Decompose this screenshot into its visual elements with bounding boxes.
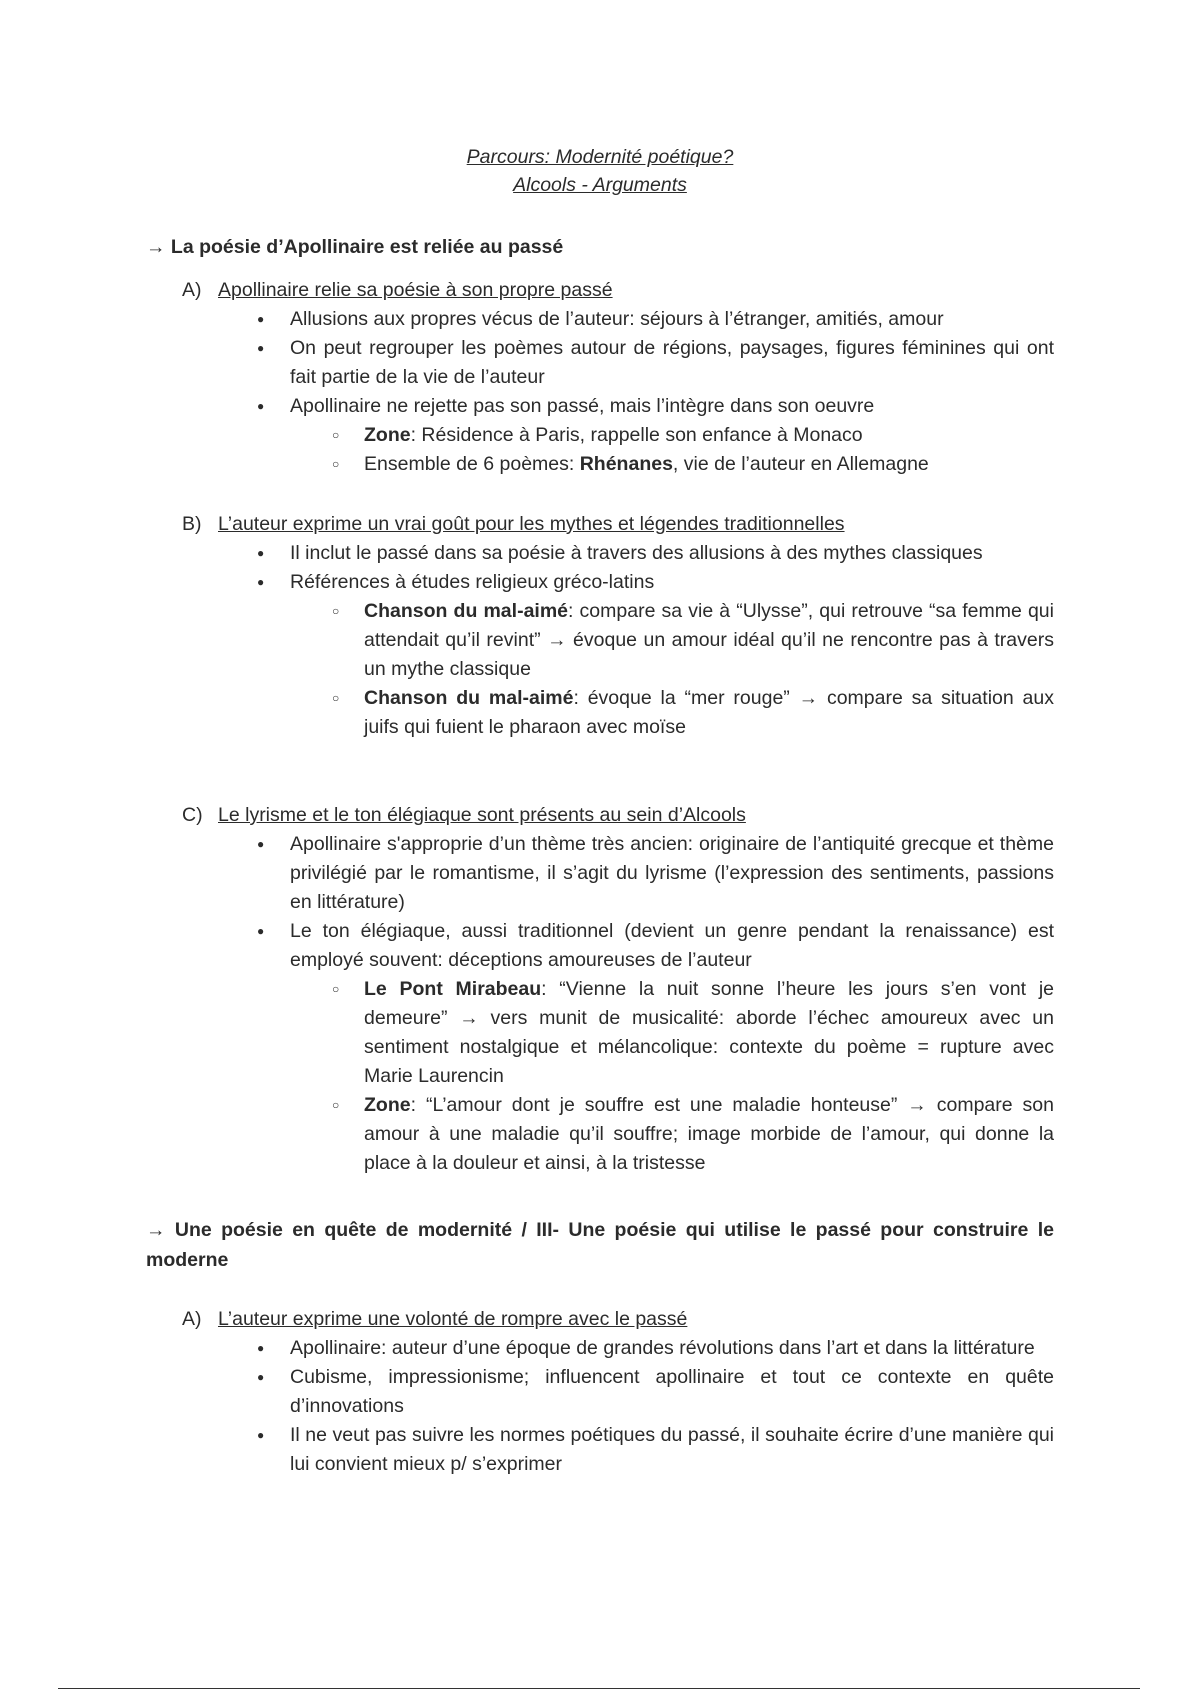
sub-bullet-text: : évoque la “mer rouge” → compare sa situation aux juifs qui fuient le pharaon avec moïse — [364, 687, 1054, 738]
part2-heading: → Une poésie en quête de modernité / III- Une poésie qui utilise le passé pour construire le moderne — [146, 1219, 1054, 1271]
doc-title-line1: Parcours: Modernité poétique? — [466, 146, 734, 168]
section-title: L’auteur exprime un vrai goût pour les mythes et légendes traditionnelles — [218, 513, 845, 535]
sub-bullet-item — [364, 684, 1054, 742]
sub-bullet-text: , vie de l’auteur en Allemagne — [672, 453, 929, 475]
sub-bullet-text: Ensemble de 6 poèmes: — [364, 453, 580, 475]
sub-bullet-item — [364, 975, 1054, 1091]
bullet-item: ● Cubisme, impressionisme; influencent apollinaire et tout ce contexte en quête d’innovations — [290, 1363, 1054, 1421]
sub-bullet-text: : “L’amour dont je souffre est une maladie honteuse” → compare son amour à une maladie qu’il souffre; image morbide de l’amour, qui donne la place à la douleur et ainsi, à la tristesse — [364, 1094, 1054, 1174]
poem-title: Chanson du mal-aimé — [364, 687, 574, 709]
bullet-item: ● On peut regrouper les poèmes autour de régions, paysages, figures féminines qui ont fait partie de la vie de l’auteur — [290, 334, 1054, 392]
sub-bullet-item — [364, 421, 1054, 450]
bullet-item: ● Apollinaire s'approprie d’un thème très ancien: originaire de l’antiquité grecque et thème privilégié par le romantisme, il s’agit du lyrisme (l’expression des sentiments, passions en littérature) — [290, 830, 1054, 917]
bullet-item: ● Le ton élégiaque, aussi traditionnel (devient un genre pendant la renaissance) est employé souvent: déceptions amoureuses de l’auteur — [290, 917, 1054, 975]
bullet-item: ● Il inclut le passé dans sa poésie à travers des allusions à des mythes classiques — [290, 539, 1054, 568]
section-letter: A) — [182, 1308, 202, 1330]
section-title: Le lyrisme et le ton élégiaque sont présents au sein d’Alcools — [218, 804, 746, 826]
sub-bullet-text: : compare sa vie à “Ulysse”, qui retrouve “sa femme qui attendait qu’il revint” → évoque un amour idéal qu’il ne rencontre pas à travers un mythe classique — [364, 600, 1054, 680]
bullet-item: ● Il ne veut pas suivre les normes poétiques du passé, il souhaite écrire d’une manière qui lui convient mieux p/ s’exprimer — [290, 1421, 1054, 1479]
part1-section-b — [146, 510, 1054, 742]
poem-title: Chanson du mal-aimé — [364, 600, 569, 622]
sub-bullet-item — [364, 450, 1054, 479]
section-title: L’auteur exprime une volonté de rompre avec le passé — [218, 1308, 688, 1330]
section-header — [146, 276, 1054, 305]
bullet-item: ● Apollinaire ne rejette pas son passé, mais l’intègre dans son oeuvre — [290, 392, 1054, 421]
poem-title: Zone — [364, 424, 411, 446]
poem-title: Rhénanes — [579, 453, 673, 475]
section-header — [146, 510, 1054, 539]
bullet-item: ● Références à études religieux gréco-latins — [290, 568, 1054, 597]
sub-bullet-item — [364, 1091, 1054, 1178]
footer-divider — [58, 1688, 1140, 1689]
sub-bullet-item — [364, 597, 1054, 684]
section-header — [146, 801, 1054, 830]
part1-heading: → La poésie d’Apollinaire est reliée au passé — [146, 236, 564, 258]
section-header — [146, 1305, 1054, 1334]
section-letter: C) — [182, 804, 203, 826]
bullet-item: ● Allusions aux propres vécus de l’auteur: séjours à l’étranger, amitiés, amour — [290, 305, 1054, 334]
section-letter: A) — [182, 279, 202, 301]
part1-section-c — [146, 801, 1054, 1178]
section-letter: B) — [182, 513, 202, 535]
bullet-item: ● Apollinaire: auteur d’une époque de grandes révolutions dans l’art et dans la littérature — [290, 1334, 1054, 1363]
sub-bullet-text: : Résidence à Paris, rappelle son enfance à Monaco — [410, 424, 863, 446]
part2-section-a — [146, 1305, 1054, 1479]
poem-title: Zone — [364, 1094, 411, 1116]
doc-title-line2: Alcools - Arguments — [513, 174, 687, 196]
poem-title: Le Pont Mirabeau — [364, 978, 542, 1000]
sub-bullet-text: : “Vienne la nuit sonne l’heure les jours s’en vont je demeure” → vers munit de musicalité: aborde l’échec amoureux avec un sentiment nostalgique et mélancolique: contexte du poème = rupture avec Marie Laurencin — [364, 978, 1054, 1087]
part1-section-a — [146, 276, 1054, 479]
section-title: Apollinaire relie sa poésie à son propre passé — [218, 279, 613, 301]
